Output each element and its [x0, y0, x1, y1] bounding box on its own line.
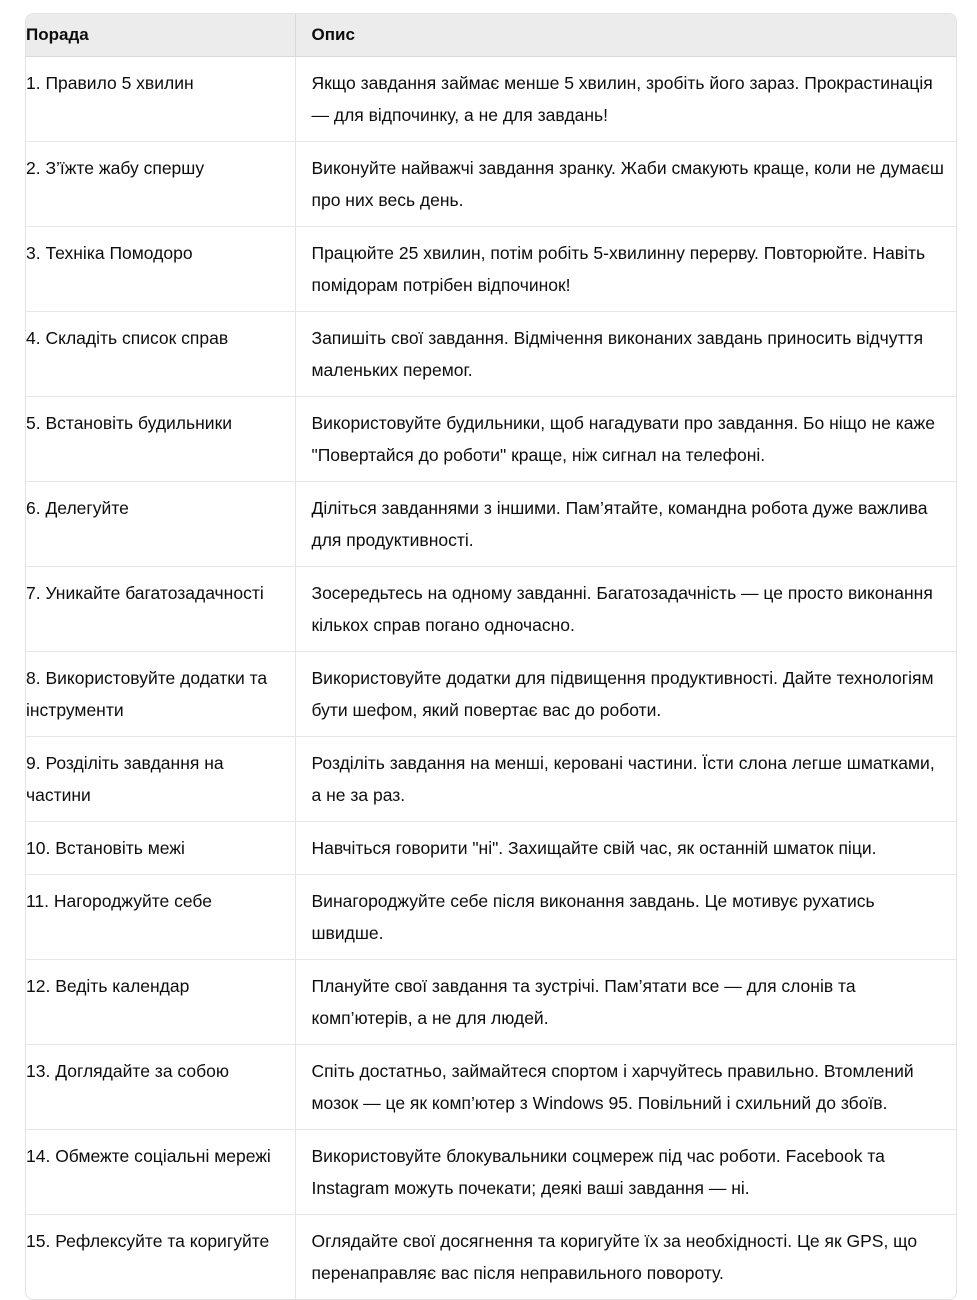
table-body: [26, 56, 956, 1299]
description-cell: Використовуйте додатки для підвищення продуктивності. Дайте технологіям бути шефом, який повертає вас до роботи.: [295, 651, 956, 736]
table-row: [26, 1129, 956, 1214]
table-row: [26, 56, 956, 141]
description-cell: Навчіться говорити "ні". Захищайте свій час, як останній шматок піци.: [295, 821, 956, 874]
tip-cell: 11. Нагороджуйте себе: [26, 874, 295, 959]
table-row: [26, 736, 956, 821]
description-cell: Використовуйте будильники, щоб нагадувати про завдання. Бо ніщо не каже "Повертайся до роботи" краще, ніж сигнал на телефоні.: [295, 396, 956, 481]
table-row: [26, 651, 956, 736]
tip-cell: 12. Ведіть календар: [26, 959, 295, 1044]
tip-cell: 8. Використовуйте додатки та інструменти: [26, 651, 295, 736]
tip-cell: 3. Техніка Помодоро: [26, 226, 295, 311]
tip-cell: 9. Розділіть завдання на частини: [26, 736, 295, 821]
description-cell: Винагороджуйте себе після виконання завдань. Це мотивує рухатись швидше.: [295, 874, 956, 959]
tip-cell: 5. Встановіть будильники: [26, 396, 295, 481]
table-row: [26, 141, 956, 226]
description-cell: Якщо завдання займає менше 5 хвилин, зробіть його зараз. Прокрастинація — для відпочинку, а не для завдань!: [295, 56, 956, 141]
description-cell: Запишіть свої завдання. Відмічення виконаних завдань приносить відчуття маленьких перемог.: [295, 311, 956, 396]
description-cell: Оглядайте свої досягнення та коригуйте їх за необхідності. Це як GPS, що перенаправляє вас після неправильного повороту.: [295, 1214, 956, 1299]
tip-cell: 6. Делегуйте: [26, 481, 295, 566]
tip-cell: 7. Уникайте багатозадачності: [26, 566, 295, 651]
description-cell: Використовуйте блокувальники соцмереж під час роботи. Facebook та Instagram можуть почекати; деякі ваші завдання — ні.: [295, 1129, 956, 1214]
tip-cell: 4. Складіть список справ: [26, 311, 295, 396]
description-cell: Працюйте 25 хвилин, потім робіть 5-хвилинну перерву. Повторюйте. Навіть помідорам потрібен відпочинок!: [295, 226, 956, 311]
table-row: [26, 1214, 956, 1299]
table-row: [26, 959, 956, 1044]
description-cell: Зосередьтесь на одному завданні. Багатозадачність — це просто виконання кількох справ погано одночасно.: [295, 566, 956, 651]
tip-cell: 14. Обмежте соціальні мережі: [26, 1129, 295, 1214]
tips-table-container: [25, 13, 957, 1300]
tip-cell: 15. Рефлексуйте та коригуйте: [26, 1230, 270, 1251]
table-row: [26, 1044, 956, 1129]
description-cell: Плануйте свої завдання та зустрічі. Пам’ятати все — для слонів та комп’ютерів, а не для людей.: [295, 959, 956, 1044]
table-row: [26, 226, 956, 311]
tip-cell: 10. Встановіть межі: [26, 821, 295, 874]
table-row: [26, 396, 956, 481]
description-cell: Спіть достатньо, займайтеся спортом і харчуйтесь правильно. Втомлений мозок — це як комп’ютер з Windows 95. Повільний і схильний до збоїв.: [295, 1044, 956, 1129]
header-row: [26, 14, 956, 56]
table-row: [26, 311, 956, 396]
description-cell: Виконуйте найважчі завдання зранку. Жаби смакують краще, коли не думаєш про них весь день.: [295, 141, 956, 226]
header-description: Опис: [295, 14, 956, 56]
tip-cell: 13. Доглядайте за собою: [26, 1044, 295, 1129]
tip-cell: 1. Правило 5 хвилин: [26, 56, 295, 141]
table-row: [26, 481, 956, 566]
table-row: [26, 566, 956, 651]
table-row: [26, 821, 956, 874]
table-header: [26, 14, 956, 56]
description-cell: Розділіть завдання на менші, керовані частини. Їсти слона легше шматками, а не за раз.: [295, 736, 956, 821]
description-cell: Діліться завданнями з іншими. Пам’ятайте, командна робота дуже важлива для продуктивності.: [295, 481, 956, 566]
header-tip: Порада: [26, 14, 295, 56]
table-row: [26, 874, 956, 959]
tip-cell: 2. З’їжте жабу спершу: [26, 141, 295, 226]
tips-table: [26, 14, 956, 1299]
